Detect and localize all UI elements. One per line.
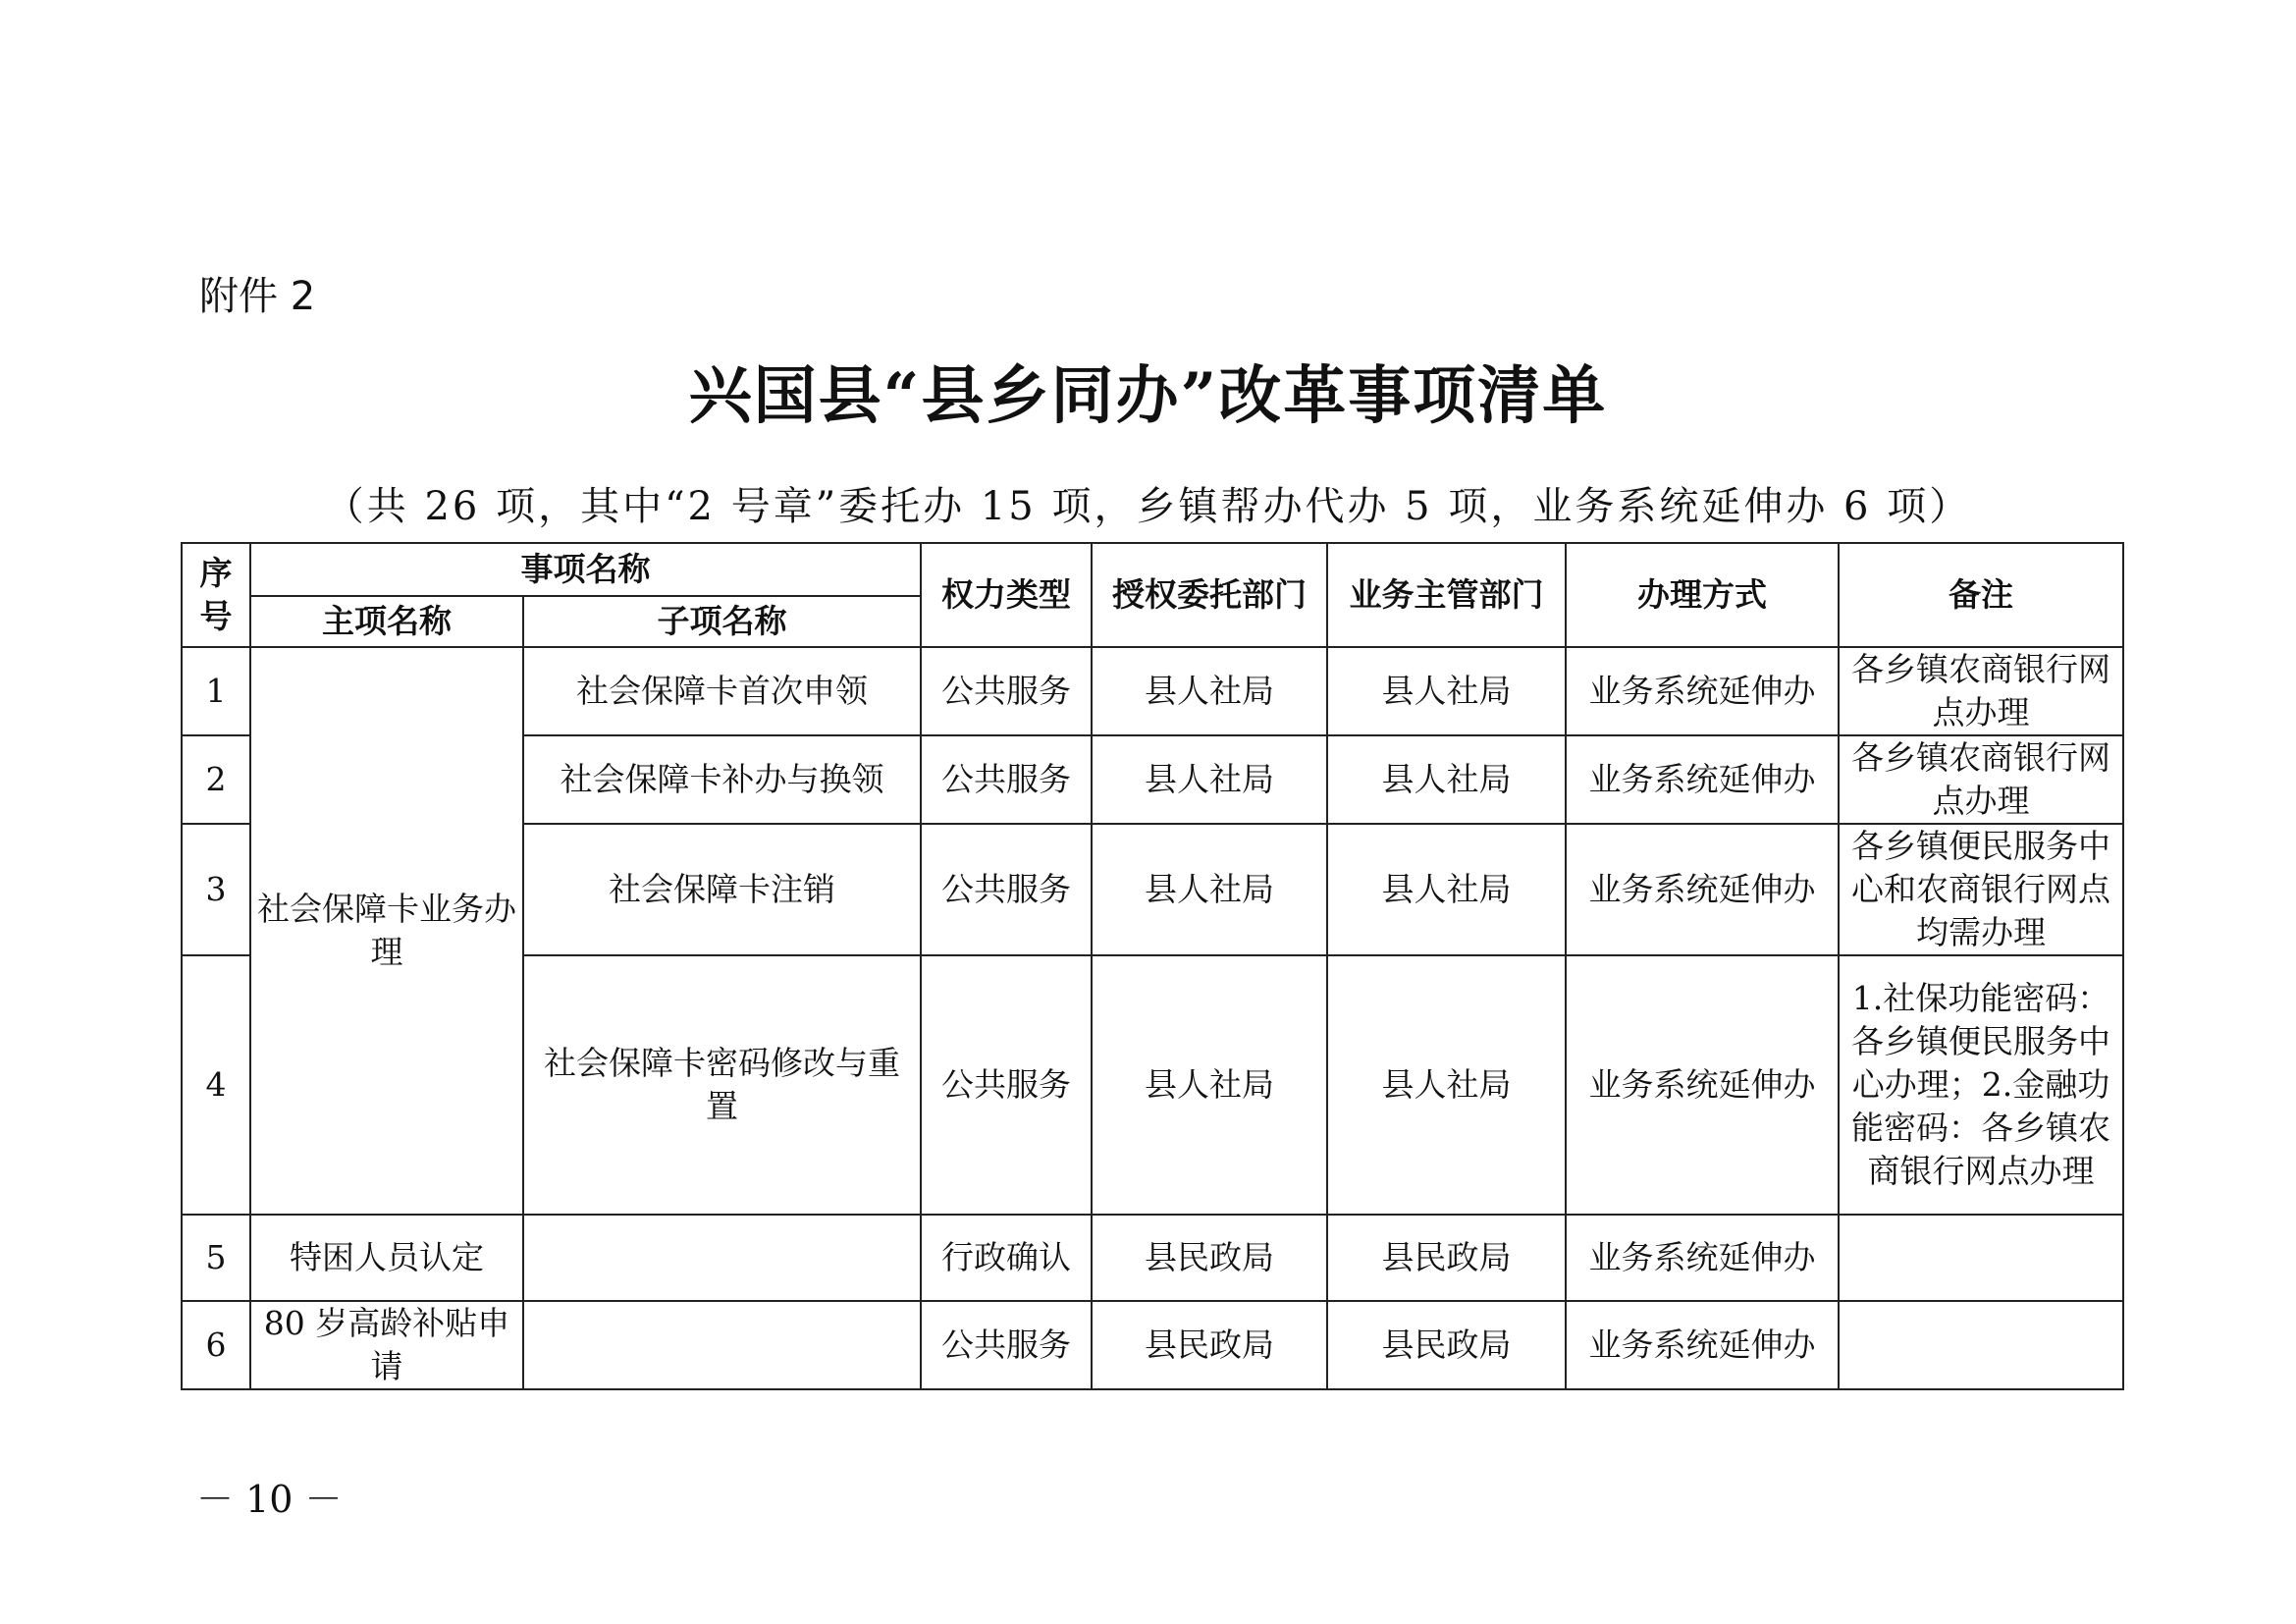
header-handling-method: 办理方式 [1566,543,1839,647]
row-power-type: 公共服务 [921,955,1092,1215]
table-row [182,1215,2123,1301]
row-business-dept: 县人社局 [1327,824,1566,955]
row-seq: 1 [182,647,250,735]
row-power-type: 公共服务 [921,824,1092,955]
row-remarks: 各乡镇农商银行网点办理 [1839,647,2123,735]
row-business-dept: 县人社局 [1327,955,1566,1215]
row-handling-method: 业务系统延伸办 [1566,955,1839,1215]
row-power-type: 行政确认 [921,1215,1092,1301]
row-remarks: 各乡镇农商银行网点办理 [1839,735,2123,824]
row-main-item: 特困人员认定 [250,1215,523,1301]
row-business-dept: 县人社局 [1327,735,1566,824]
row-sub-item: 社会保障卡补办与换领 [523,735,921,824]
row-sub-item: 社会保障卡注销 [523,824,921,955]
document-subtitle: （共 26 项，其中“2 号章”委托办 15 项，乡镇帮办代办 5 项，业务系统延伸办 6 项） [324,484,1972,529]
row-sub-item: 社会保障卡首次申领 [523,647,921,735]
row-main-item: 社会保障卡业务办理 [250,647,523,1215]
header-sub-item: 子项名称 [523,596,921,647]
row-sub-item [523,1301,921,1389]
row-handling-method: 业务系统延伸办 [1566,735,1839,824]
row-power-type: 公共服务 [921,735,1092,824]
row-authorizing-dept: 县民政局 [1092,1215,1327,1301]
row-handling-method: 业务系统延伸办 [1566,1215,1839,1301]
row-power-type: 公共服务 [921,647,1092,735]
row-remarks: 1.社保功能密码：各乡镇便民服务中心办理；2.金融功能密码：各乡镇农商银行网点办理 [1839,955,2123,1215]
row-seq: 3 [182,824,250,955]
row-seq: 5 [182,1215,250,1301]
row-seq: 2 [182,735,250,824]
row-authorizing-dept: 县人社局 [1092,824,1327,955]
row-sub-item [523,1215,921,1301]
table-row [182,1301,2123,1389]
row-business-dept: 县民政局 [1327,1301,1566,1389]
header-remarks: 备注 [1839,543,2123,647]
document-title: 兴国县“县乡同办”改革事项清单 [688,359,1608,433]
row-sub-item: 社会保障卡密码修改与重置 [523,955,921,1215]
row-seq: 6 [182,1301,250,1389]
header-power-type: 权力类型 [921,543,1092,647]
row-handling-method: 业务系统延伸办 [1566,1301,1839,1389]
attachment-label: 附件 2 [199,274,316,319]
row-authorizing-dept: 县人社局 [1092,735,1327,824]
table-row [182,647,2123,735]
page-number: － 10 － [196,1478,343,1521]
row-authorizing-dept: 县人社局 [1092,647,1327,735]
row-remarks [1839,1215,2123,1301]
row-authorizing-dept: 县人社局 [1092,955,1327,1215]
row-business-dept: 县民政局 [1327,1215,1566,1301]
row-remarks: 各乡镇便民服务中心和农商银行网点均需办理 [1839,824,2123,955]
header-business-dept: 业务主管部门 [1327,543,1566,647]
row-remarks [1839,1301,2123,1389]
row-seq: 4 [182,955,250,1215]
header-seq: 序号 [182,543,250,647]
header-authorizing-dept: 授权委托部门 [1092,543,1327,647]
reform-items-table [181,542,2124,1390]
row-business-dept: 县人社局 [1327,647,1566,735]
header-item-name: 事项名称 [250,543,921,596]
row-power-type: 公共服务 [921,1301,1092,1389]
row-handling-method: 业务系统延伸办 [1566,824,1839,955]
row-authorizing-dept: 县民政局 [1092,1301,1327,1389]
row-handling-method: 业务系统延伸办 [1566,647,1839,735]
row-main-item: 80 岁高龄补贴申请 [250,1301,523,1389]
header-main-item: 主项名称 [250,596,523,647]
